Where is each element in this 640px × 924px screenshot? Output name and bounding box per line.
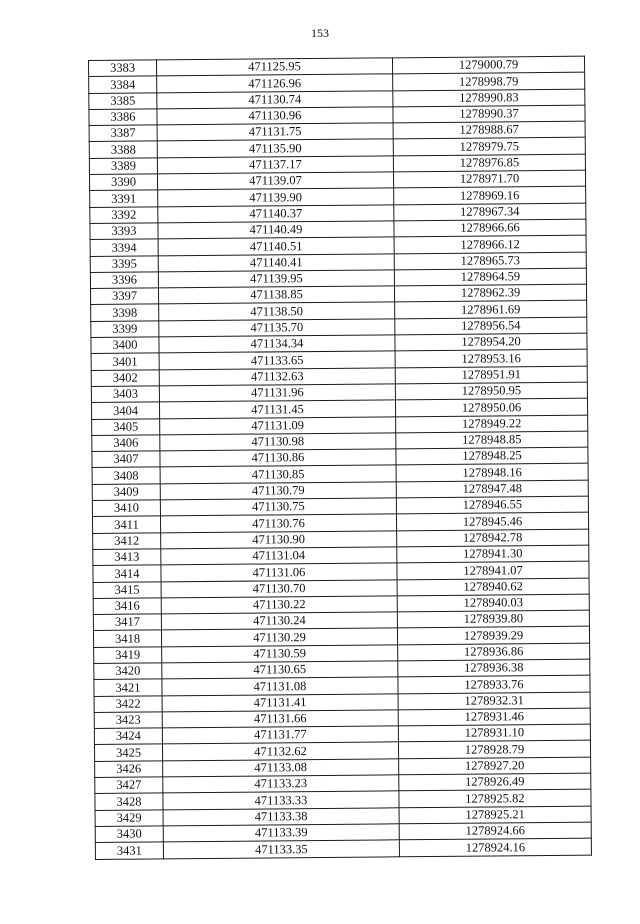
y-coordinate-cell: 1278940.03 [397,594,589,612]
y-coordinate-cell: 1278924.66 [399,822,591,840]
point-number-cell: 3389 [89,158,157,175]
y-coordinate-cell: 1278979.75 [393,138,585,156]
point-number-cell: 3418 [93,630,161,647]
point-number-cell: 3427 [95,777,163,794]
x-coordinate-cell: 471138.50 [159,302,395,320]
x-coordinate-cell: 471133.38 [163,807,399,825]
y-coordinate-cell: 1278949.22 [396,415,588,433]
x-coordinate-cell: 471130.75 [160,498,396,516]
point-number-cell: 3397 [90,288,158,305]
y-coordinate-cell: 1278940.62 [397,578,589,596]
x-coordinate-cell: 471131.75 [157,123,393,141]
x-coordinate-cell: 471130.24 [161,612,397,630]
point-number-cell: 3383 [89,60,157,77]
y-coordinate-cell: 1278956.54 [395,317,587,335]
x-coordinate-cell: 471130.74 [157,90,393,108]
y-coordinate-cell: 1278941.30 [397,545,589,563]
y-coordinate-cell: 1278936.38 [398,659,590,677]
x-coordinate-cell: 471140.37 [158,205,394,223]
point-number-cell: 3401 [91,353,159,370]
y-coordinate-cell: 1278947.48 [396,480,588,498]
point-number-cell: 3402 [91,370,159,387]
y-coordinate-cell: 1278948.16 [396,464,588,482]
y-coordinate-cell: 1278925.21 [399,806,591,824]
x-coordinate-cell: 471130.22 [161,596,397,614]
point-number-cell: 3388 [89,141,157,158]
x-coordinate-cell: 471140.49 [158,221,394,239]
x-coordinate-cell: 471133.33 [163,791,399,809]
point-number-cell: 3424 [94,728,162,745]
point-number-cell: 3405 [92,418,160,435]
point-number-cell: 3385 [89,92,157,109]
point-number-cell: 3415 [93,581,161,598]
y-coordinate-cell: 1278939.80 [397,610,589,628]
y-coordinate-cell: 1278965.73 [394,252,586,270]
x-coordinate-cell: 471140.51 [158,237,394,255]
table-row [95,838,591,859]
point-number-cell: 3408 [92,467,160,484]
point-number-cell: 3425 [94,744,162,761]
y-coordinate-cell: 1278945.46 [396,512,588,530]
x-coordinate-cell: 471131.66 [162,710,398,728]
x-coordinate-cell: 471133.39 [163,824,399,842]
x-coordinate-cell: 471134.34 [159,335,395,353]
point-number-cell: 3421 [94,679,162,696]
point-number-cell: 3392 [90,207,158,224]
point-number-cell: 3414 [93,565,161,582]
y-coordinate-cell: 1278964.59 [394,268,586,286]
point-number-cell: 3394 [90,239,158,256]
x-coordinate-cell: 471131.41 [162,693,398,711]
coordinates-table-container [88,56,591,860]
x-coordinate-cell: 471130.90 [161,530,397,548]
x-coordinate-cell: 471133.65 [159,351,395,369]
x-coordinate-cell: 471131.77 [162,726,398,744]
x-coordinate-cell: 471131.08 [162,677,398,695]
y-coordinate-cell: 1278976.85 [393,154,585,172]
x-coordinate-cell: 471131.06 [161,563,397,581]
point-number-cell: 3429 [95,810,163,827]
point-number-cell: 3384 [89,76,157,93]
y-coordinate-cell: 1278924.16 [399,838,591,856]
x-coordinate-cell: 471130.65 [162,661,398,679]
x-coordinate-cell: 471130.70 [161,579,397,597]
x-coordinate-cell: 471130.29 [161,628,397,646]
x-coordinate-cell: 471131.04 [161,547,397,565]
y-coordinate-cell: 1278936.86 [398,643,590,661]
point-number-cell: 3411 [92,516,160,533]
point-number-cell: 3430 [95,826,163,843]
y-coordinate-cell: 1278998.79 [393,72,585,90]
point-number-cell: 3420 [94,663,162,680]
point-number-cell: 3403 [91,386,159,403]
y-coordinate-cell: 1278953.16 [395,349,587,367]
point-number-cell: 3390 [89,174,157,191]
y-coordinate-cell: 1278990.37 [393,105,585,123]
x-coordinate-cell: 471131.09 [160,416,396,434]
y-coordinate-cell: 1278941.07 [397,561,589,579]
point-number-cell: 3399 [91,321,159,338]
x-coordinate-cell: 471130.76 [160,514,396,532]
y-coordinate-cell: 1278931.10 [398,724,590,742]
point-number-cell: 3387 [89,125,157,142]
y-coordinate-cell: 1278932.31 [398,692,590,710]
x-coordinate-cell: 471133.23 [163,775,399,793]
x-coordinate-cell: 471132.63 [159,367,395,385]
x-coordinate-cell: 471130.79 [160,482,396,500]
x-coordinate-cell: 471139.95 [158,270,394,288]
point-number-cell: 3409 [92,484,160,501]
point-number-cell: 3413 [93,549,161,566]
y-coordinate-cell: 1278931.46 [398,708,590,726]
point-number-cell: 3406 [92,435,160,452]
point-number-cell: 3386 [89,109,157,126]
y-coordinate-cell: 1278927.20 [399,757,591,775]
x-coordinate-cell: 471130.86 [160,449,396,467]
point-number-cell: 3431 [95,842,163,859]
y-coordinate-cell: 1278961.69 [395,301,587,319]
y-coordinate-cell: 1278928.79 [398,741,590,759]
page-number: 153 [311,26,329,40]
x-coordinate-cell: 471135.70 [159,319,395,337]
x-coordinate-cell: 471130.96 [157,107,393,125]
x-coordinate-cell: 471133.35 [163,840,399,858]
x-coordinate-cell: 471135.90 [157,139,393,157]
point-number-cell: 3395 [90,255,158,272]
point-number-cell: 3410 [92,500,160,517]
x-coordinate-cell: 471138.85 [158,286,394,304]
y-coordinate-cell: 1278962.39 [394,284,586,302]
point-number-cell: 3407 [92,451,160,468]
y-coordinate-cell: 1278942.78 [397,529,589,547]
y-coordinate-cell: 1278950.06 [395,398,587,416]
x-coordinate-cell: 471125.95 [157,58,393,76]
x-coordinate-cell: 471130.59 [162,645,398,663]
point-number-cell: 3423 [94,712,162,729]
point-number-cell: 3400 [91,337,159,354]
x-coordinate-cell: 471132.62 [162,742,398,760]
x-coordinate-cell: 471131.45 [159,400,395,418]
y-coordinate-cell: 1278925.82 [399,789,591,807]
point-number-cell: 3428 [95,793,163,810]
y-coordinate-cell: 1278939.29 [397,627,589,645]
x-coordinate-cell: 471130.85 [160,465,396,483]
x-coordinate-cell: 471137.17 [157,156,393,174]
x-coordinate-cell: 471139.07 [157,172,393,190]
point-number-cell: 3422 [94,695,162,712]
y-coordinate-cell: 1278966.66 [394,219,586,237]
coordinates-table-body [89,56,592,859]
point-number-cell: 3416 [93,598,161,615]
x-coordinate-cell: 471126.96 [157,74,393,92]
y-coordinate-cell: 1278969.16 [394,187,586,205]
point-number-cell: 3404 [91,402,159,419]
y-coordinate-cell: 1278988.67 [393,121,585,139]
point-number-cell: 3426 [95,761,163,778]
y-coordinate-cell: 1278950.95 [395,382,587,400]
point-number-cell: 3419 [94,647,162,664]
x-coordinate-cell: 471140.41 [158,253,394,271]
y-coordinate-cell: 1278933.76 [398,675,590,693]
y-coordinate-cell: 1278926.49 [399,773,591,791]
y-coordinate-cell: 1278990.83 [393,89,585,107]
point-number-cell: 3393 [90,223,158,240]
point-number-cell: 3396 [90,272,158,289]
point-number-cell: 3398 [91,304,159,321]
point-number-cell: 3412 [93,532,161,549]
y-coordinate-cell: 1278971.70 [393,170,585,188]
y-coordinate-cell: 1278966.12 [394,235,586,253]
coordinates-table [88,56,592,860]
y-coordinate-cell: 1278948.25 [396,447,588,465]
y-coordinate-cell: 1278954.20 [395,333,587,351]
y-coordinate-cell: 1278951.91 [395,366,587,384]
y-coordinate-cell: 1278967.34 [394,203,586,221]
x-coordinate-cell: 471133.08 [163,759,399,777]
y-coordinate-cell: 1279000.79 [392,56,584,74]
point-number-cell: 3417 [93,614,161,631]
point-number-cell: 3391 [90,190,158,207]
y-coordinate-cell: 1278948.85 [396,431,588,449]
x-coordinate-cell: 471139.90 [158,188,394,206]
x-coordinate-cell: 471130.98 [160,433,396,451]
y-coordinate-cell: 1278946.55 [396,496,588,514]
x-coordinate-cell: 471131.96 [159,384,395,402]
